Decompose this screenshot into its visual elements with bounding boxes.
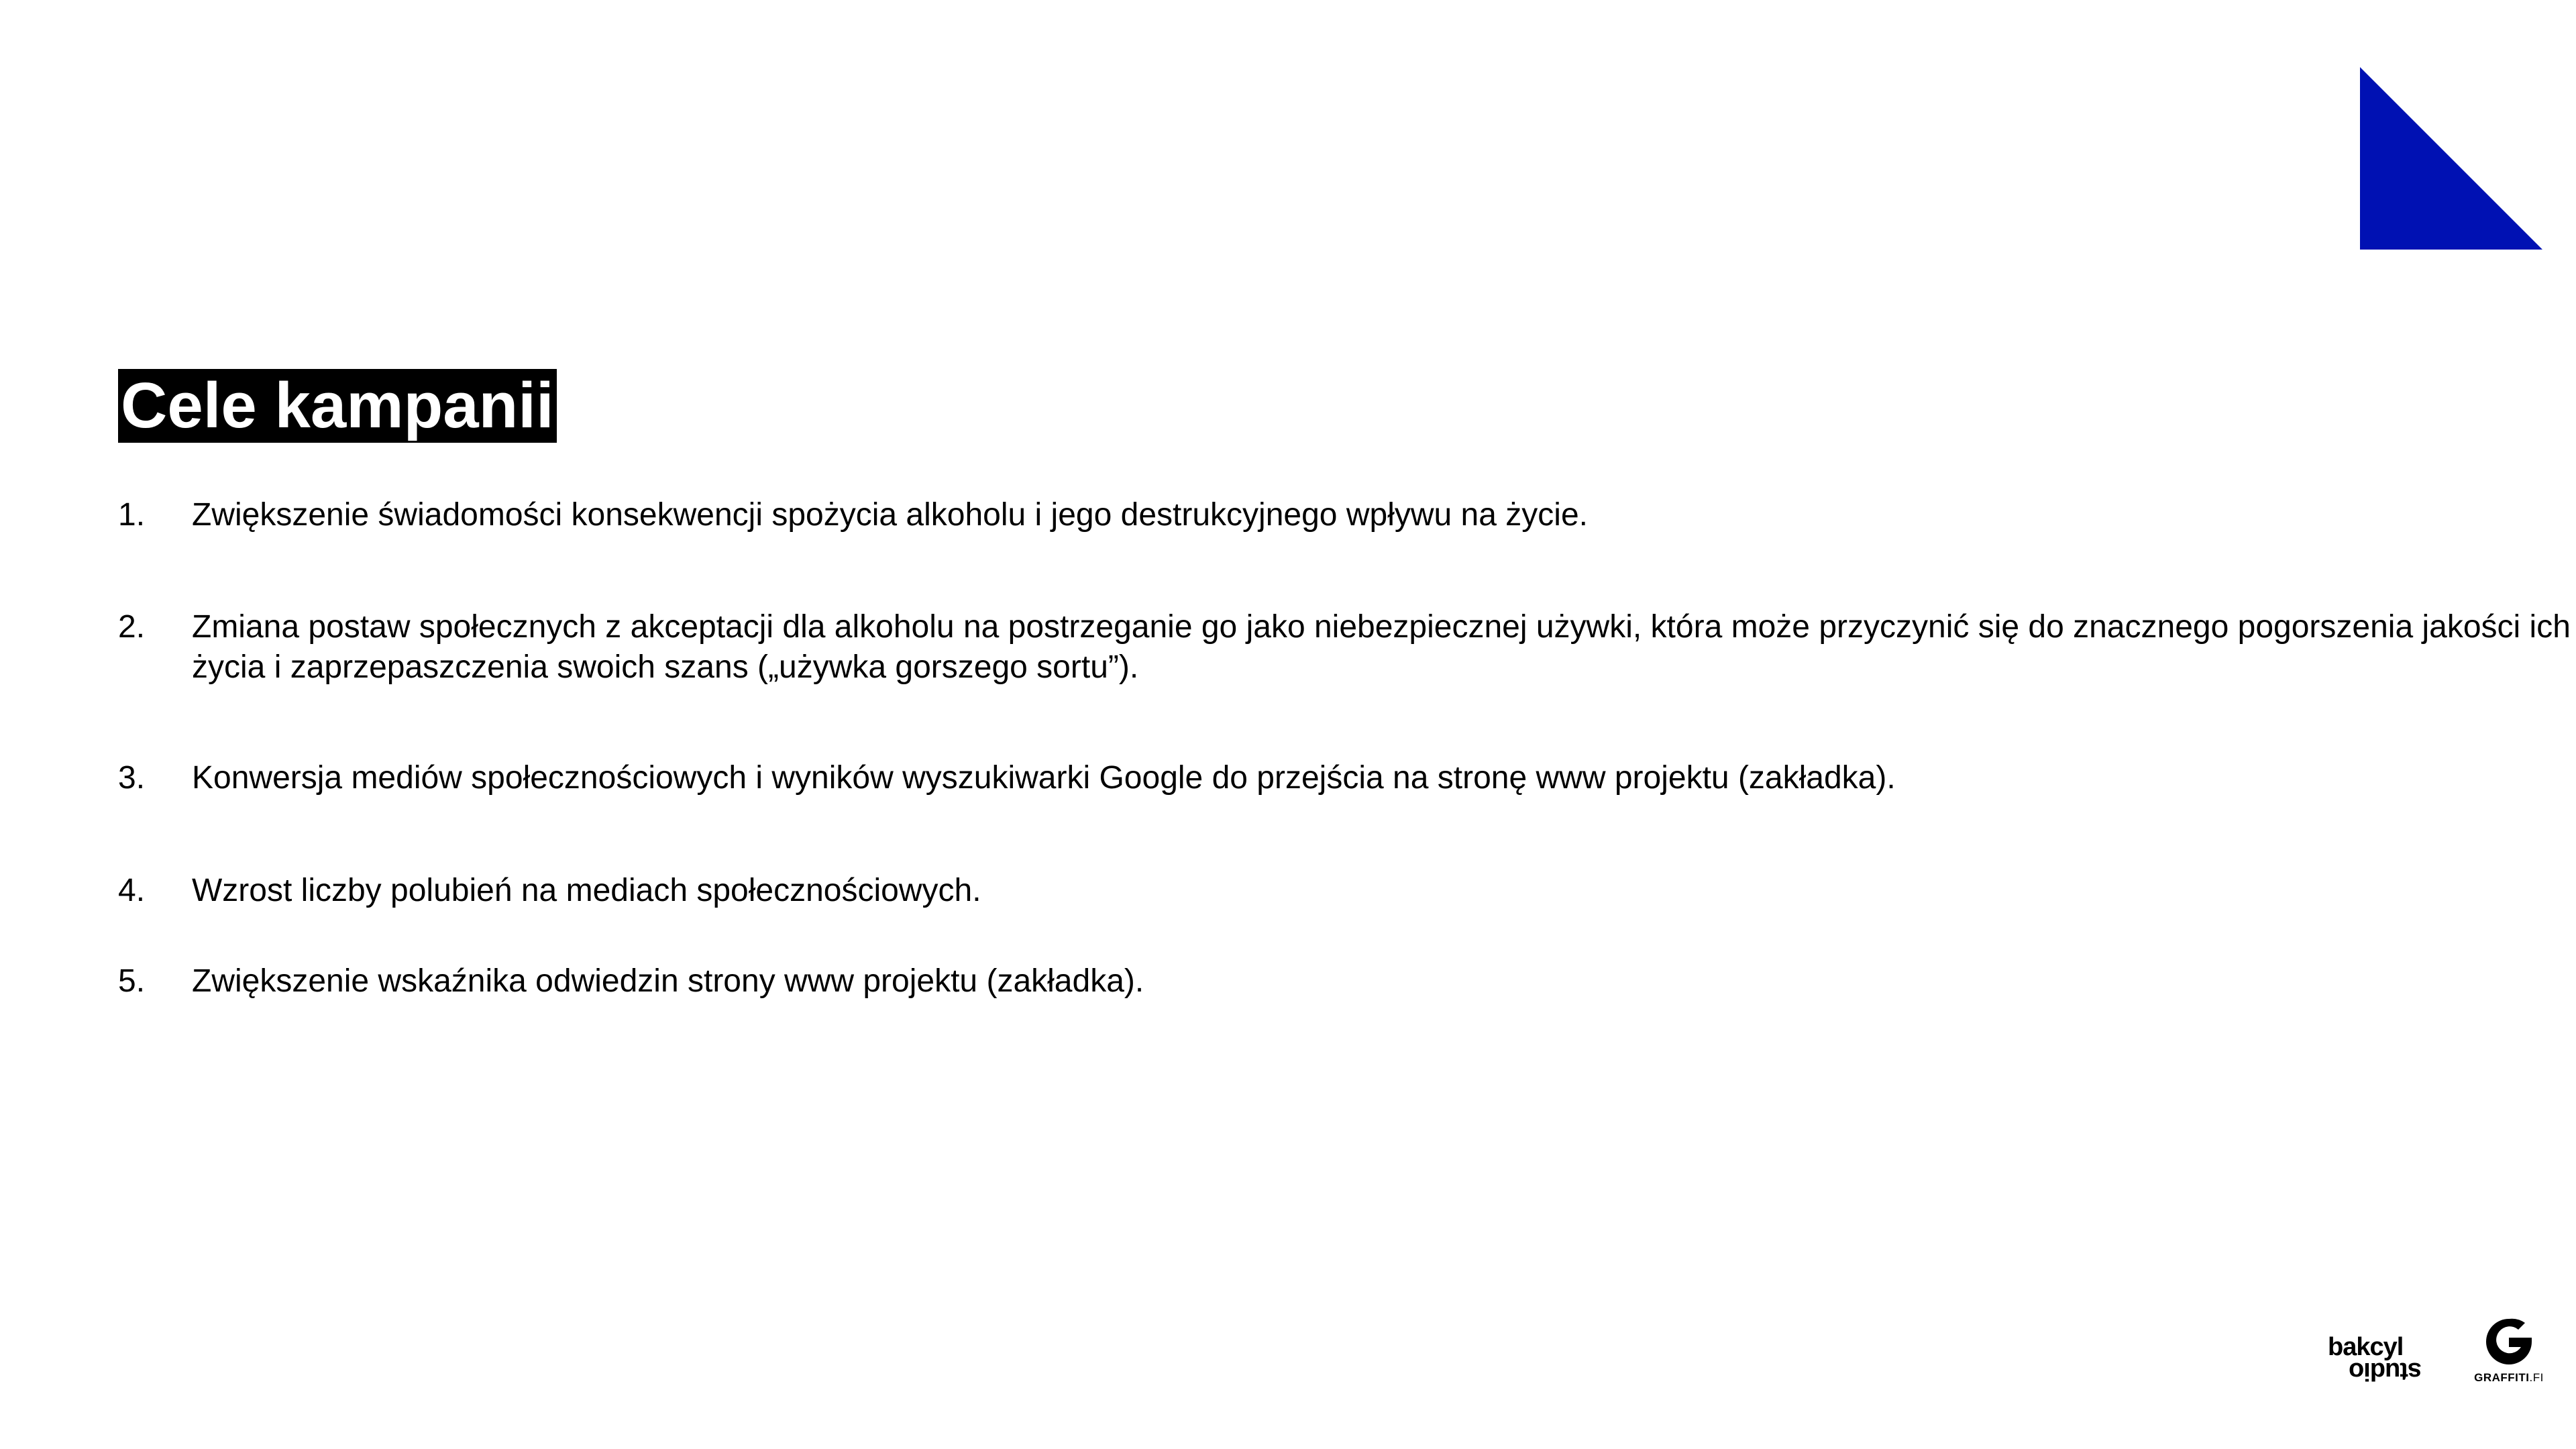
graffiti-g-icon [2482, 1315, 2536, 1368]
bakcyl-logo-top: bakcyl [2328, 1333, 2404, 1361]
goal-text: Zwiększenie świadomości konsekwencji spożycia alkoholu i jego destrukcyjnego wpływu na życie. [192, 497, 1588, 533]
graffiti-logo-main: GRAFFITI [2474, 1371, 2530, 1384]
slide-title: Cele kampanii [118, 369, 557, 443]
goal-number: 1. [118, 497, 146, 533]
graffiti-logo-suffix: .FI [2529, 1371, 2544, 1384]
graffiti-logo [2469, 1315, 2549, 1385]
goal-text: Zwiększenie wskaźnika odwiedzin strony www projektu (zakładka). [192, 963, 1144, 999]
graffiti-logo-text [2469, 1371, 2549, 1385]
corner-triangle-decoration [2360, 67, 2542, 250]
goal-number: 4. [118, 873, 146, 908]
goal-text: Wzrost liczby polubień na mediach społecznościowych. [192, 873, 981, 908]
goal-text: Konwersja mediów społecznościowych i wyników wyszukiwarki Google do przejścia na stronę www projektu (zakładka). [192, 760, 1896, 796]
goal-text: Zmiana postaw społecznych z akceptacji dla alkoholu na postrzeganie go jako niebezpiecznej używki, która może przyczynić się do znacznego pogorszenia jakości ich życia i zaprzepaszczenia swoich szans („używka gorszego sortu”). [192, 609, 2571, 685]
bakcyl-logo-bottom: studio [2349, 1357, 2422, 1385]
goal-number: 2. [118, 609, 146, 645]
bakcyl-studio-logo [2328, 1335, 2428, 1383]
partner-logos [2328, 1315, 2549, 1402]
goal-number: 5. [118, 963, 146, 999]
goal-number: 3. [118, 760, 146, 796]
